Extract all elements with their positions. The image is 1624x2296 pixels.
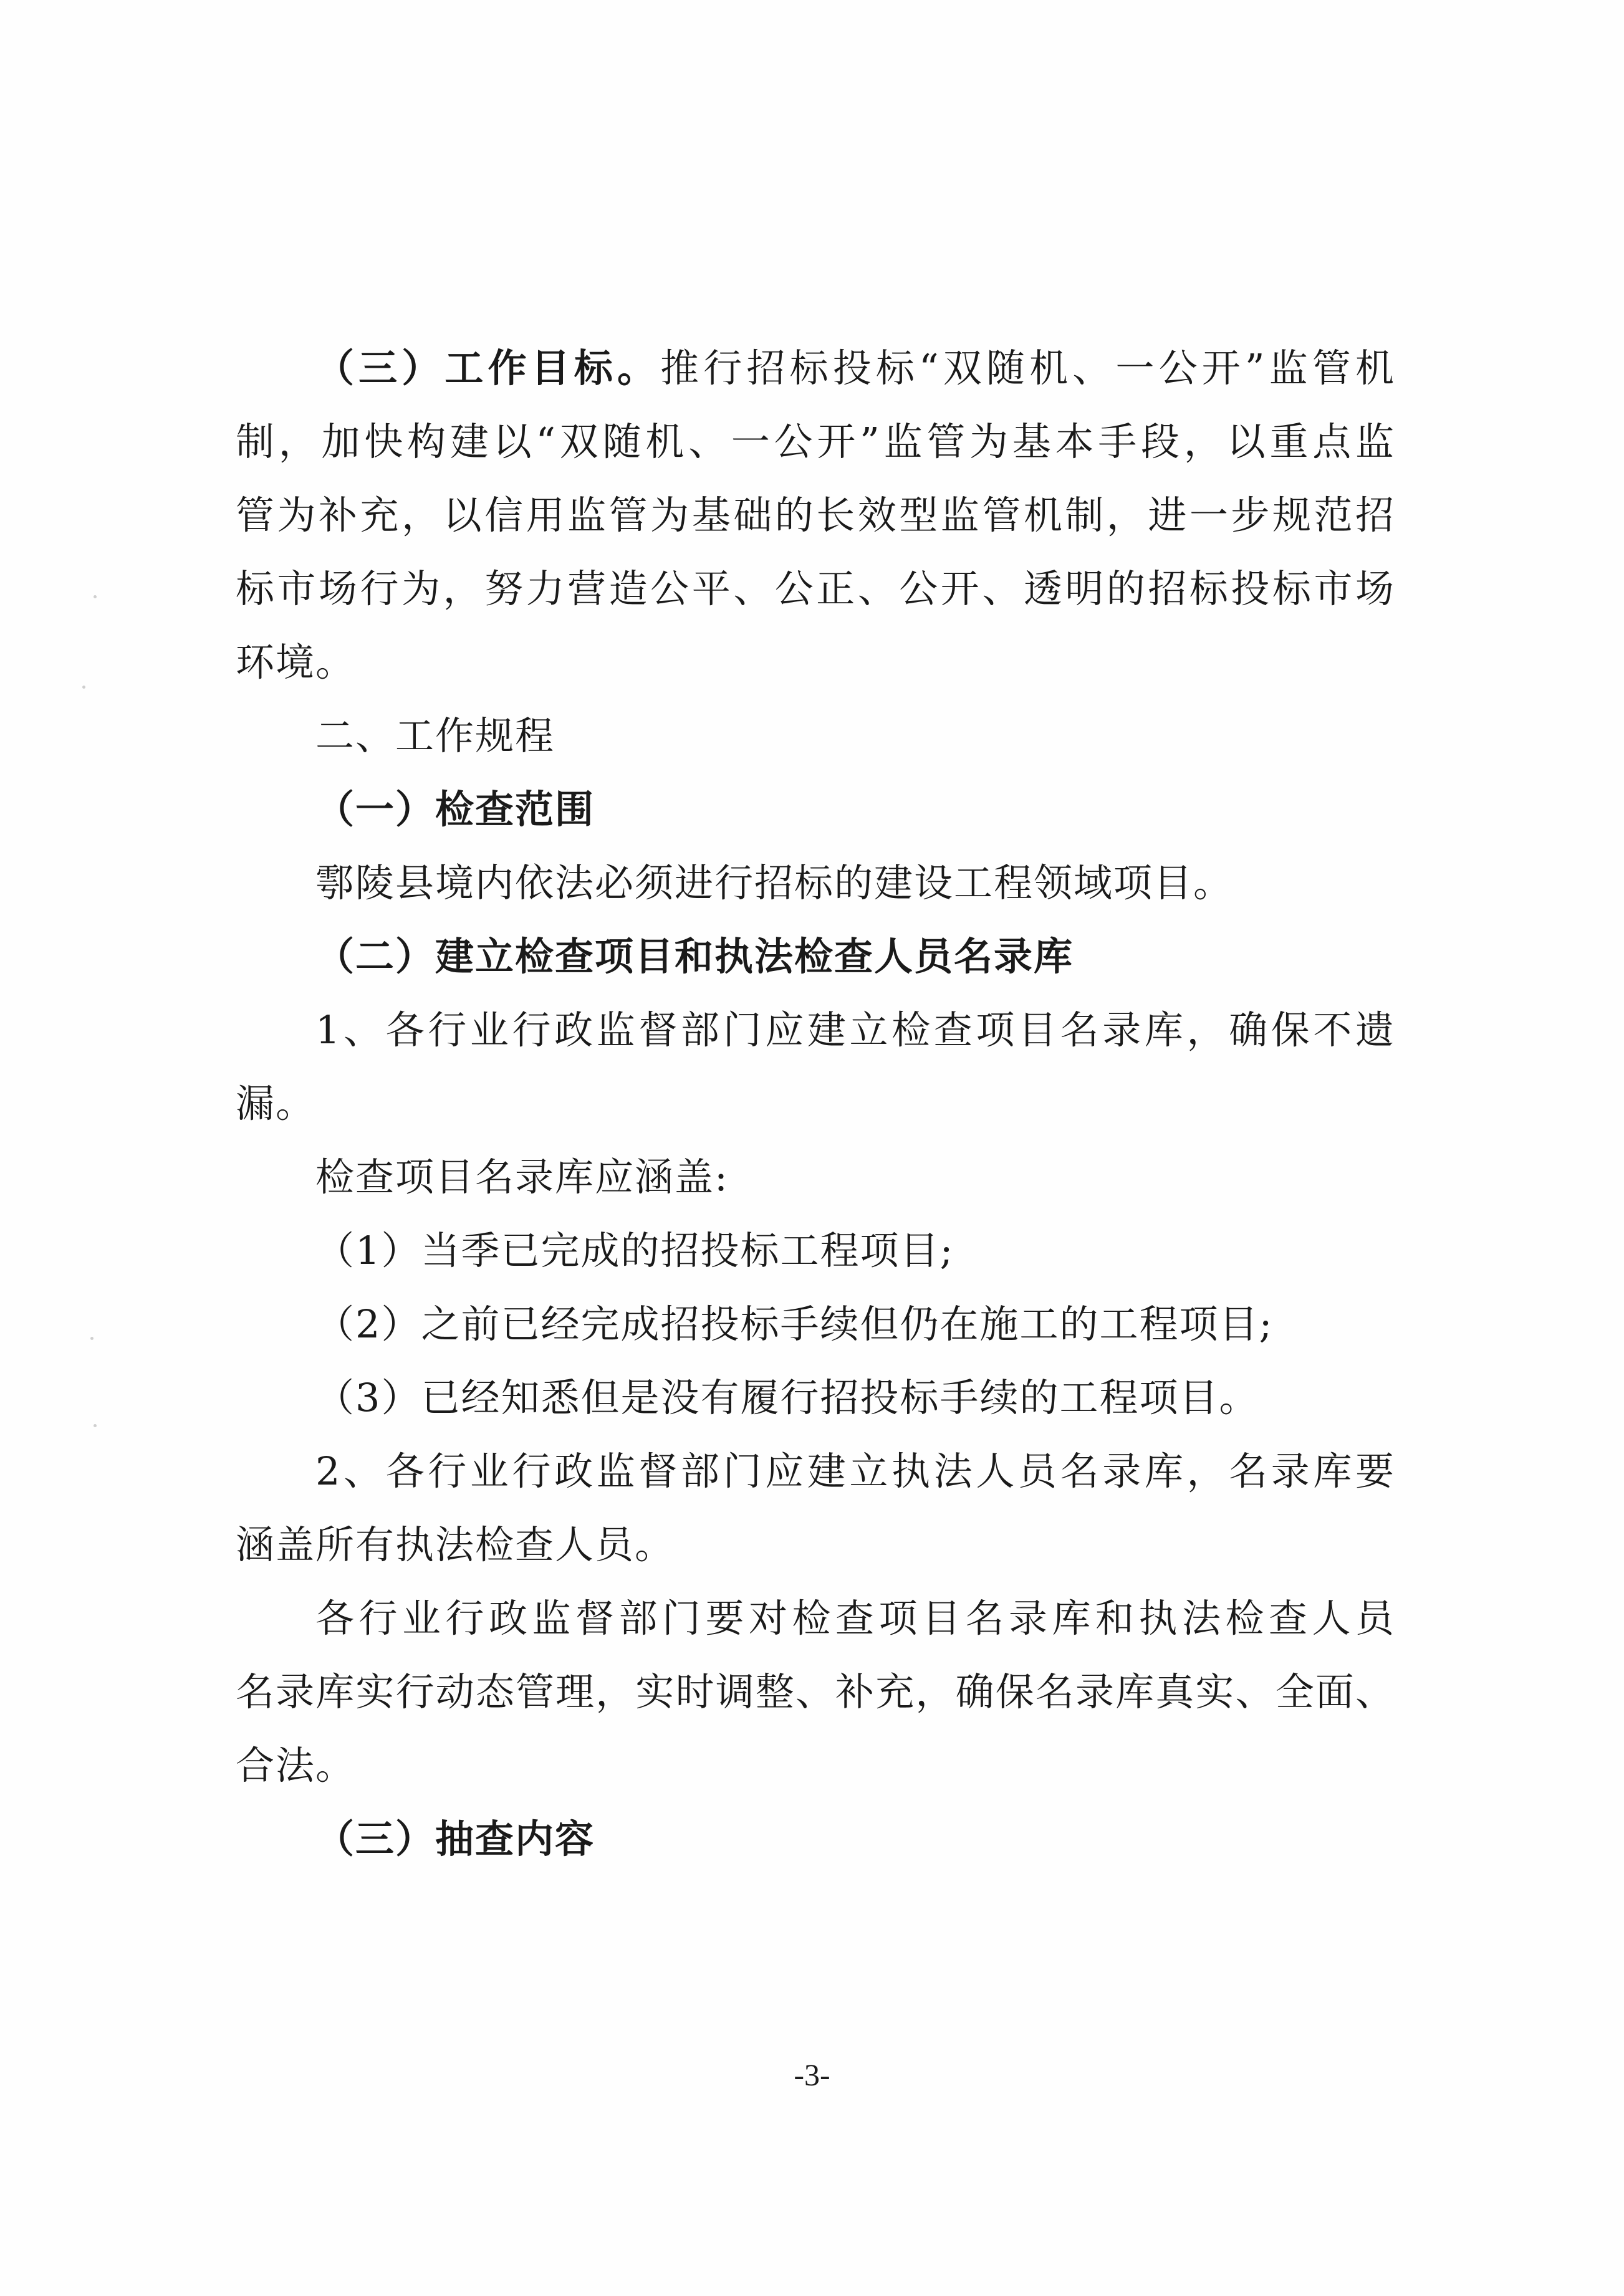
scan-speck (82, 686, 85, 689)
paragraph-text: 推行招标投标“双随机、一公开”监管机 (660, 345, 1395, 391)
paragraph-line: 制，加快构建以“双随机、一公开”监管为基本手段，以重点监 (236, 419, 1395, 464)
paragraph-line: 标市场行为，努力营造公平、公正、公开、透明的招标投标市场 (236, 566, 1395, 611)
paragraph-line: 2、各行业行政监督部门应建立执法人员名录库，名录库要 (315, 1448, 1395, 1494)
heading-work-procedures: 二、工作规程 (315, 713, 555, 758)
page-number: -3- (794, 2057, 830, 2092)
scan-speck (90, 1337, 94, 1340)
paragraph-line: 名录库实行动态管理，实时调整、补充，确保名录库真实、全面、 (236, 1669, 1395, 1715)
list-item: （1）当季已完成的招投标工程项目; (315, 1228, 954, 1273)
paragraph-line: 检查项目名录库应涵盖: (315, 1154, 729, 1200)
scan-speck (94, 1424, 97, 1427)
subheading-establish-directory: （二）建立检查项目和执法检查人员名录库 (315, 934, 1074, 979)
paragraph-line: 合法。 (236, 1743, 356, 1788)
list-item: （2）之前已经完成招投标手续但仍在施工的工程项目; (315, 1301, 1274, 1347)
paragraph-line: 鄠陵县境内依法必须进行招标的建设工程领域项目。 (315, 860, 1234, 906)
subheading-inspection-scope: （一）检查范围 (315, 787, 595, 832)
paragraph-line: 管为补充，以信用监管为基础的长效型监管机制，进一步规范招 (236, 492, 1395, 538)
paragraph-line: 1、各行业行政监督部门应建立检查项目名录库，确保不遗 (315, 1007, 1395, 1053)
scan-speck (94, 595, 97, 598)
list-item: （3）已经知悉但是没有履行招投标手续的工程项目。 (315, 1375, 1259, 1420)
subheading-inspection-content: （三）抽查内容 (315, 1816, 595, 1862)
paragraph-line: 涵盖所有执法检查人员。 (236, 1522, 675, 1567)
paragraph-line: 漏。 (236, 1081, 316, 1126)
paragraph-line: 各行业行政监督部门要对检查项目名录库和执法检查人员 (315, 1595, 1395, 1641)
section-title-work-goal: （三）工作目标。 (315, 345, 661, 391)
paragraph-line (315, 345, 1395, 391)
paragraph-line: 环境。 (236, 639, 356, 685)
